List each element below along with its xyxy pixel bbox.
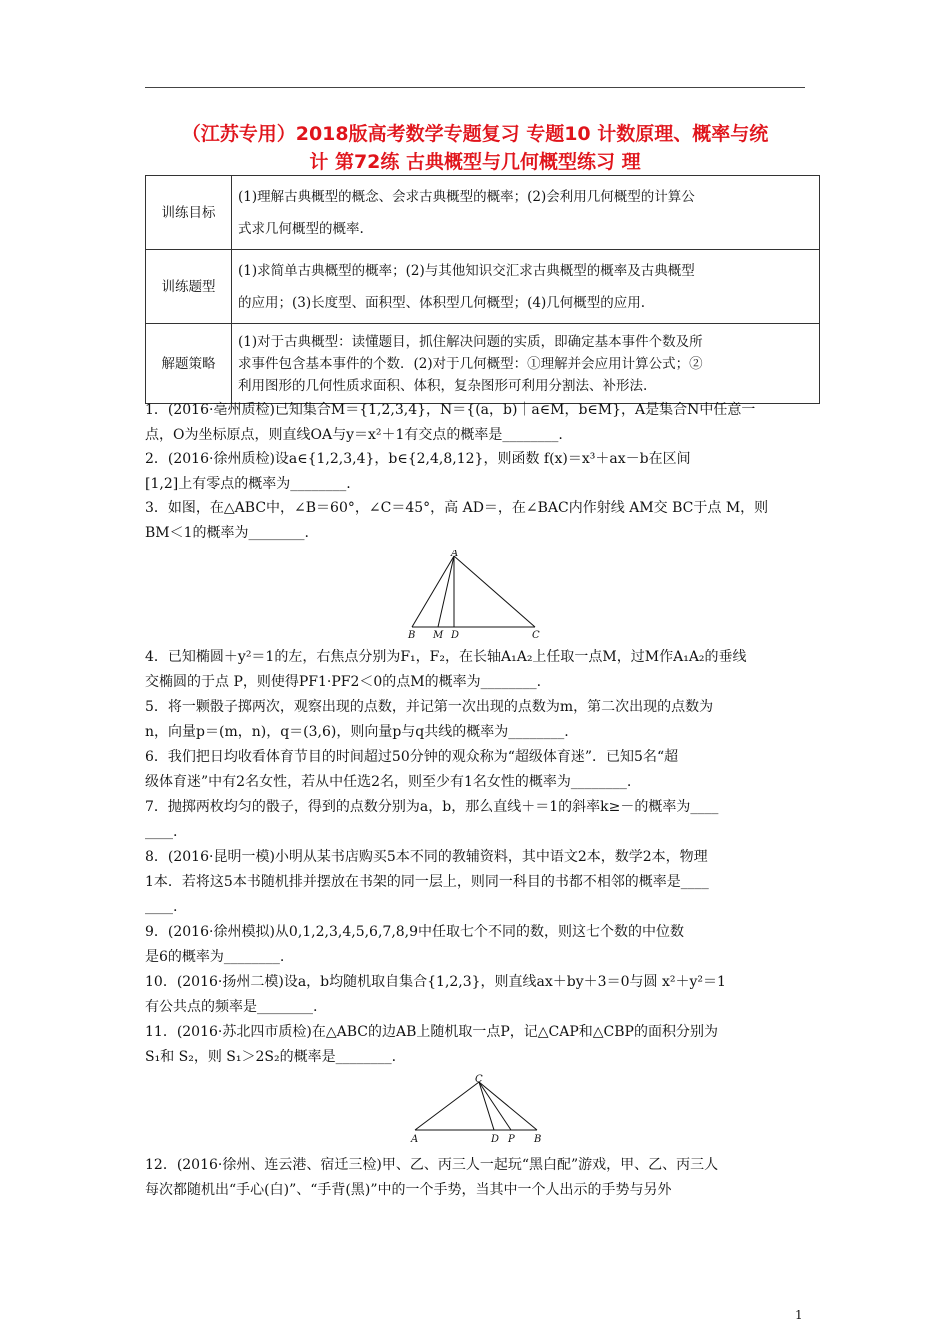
- question-3: 3．如图，在△ABC中，∠B＝60°，∠C＝45°，高 AD＝，在∠BAC内作射线 AM交 BC于点 M，则 BM＜1的概率为________.: [145, 500, 769, 541]
- question-11: 11．(2016·苏北四市质检)在△ABC的边AB上随机取一点P，记△CAP和△CBP的面积分别为 S₁和 S₂，则 S₁＞2S₂的概率是________.: [145, 1024, 718, 1065]
- label-a: A: [451, 550, 459, 559]
- row-key: 训练目标: [146, 176, 232, 250]
- question-10: 10．(2016·扬州二模)设a，b均随机取自集合{1,2,3}，则直线ax＋by＋3＝0与圆 x²＋y²＝1 有公共点的频率是________.: [145, 974, 726, 1015]
- question-8: 8．(2016·昆明一模)小明从某书店购买5本不同的教辅资料，其中语文2本，数学2本，物理 1本．若将这5本书随机排并摆放在书架的同一层上，则同一科目的书都不相邻的概率是____ ____.: [145, 849, 709, 915]
- table-row: [146, 324, 820, 404]
- question-5: 5．将一颗骰子掷两次，观察出现的点数，并记第一次出现的点数为m，第二次出现的点数为 n，向量p＝(m，n)，q＝(3,6)，则向量p与q共线的概率为________.: [145, 699, 714, 740]
- row-value: (1)求简单古典概型的概率；(2)与其他知识交汇求古典概型的概率及古典概型 的应用；(3)长度型、面积型、体积型几何概型；(4)几何概型的应用.: [232, 250, 820, 324]
- header-rule: [145, 87, 805, 88]
- label-m: M: [433, 630, 444, 641]
- label-b: B: [534, 1134, 542, 1144]
- question-2: 2．(2016·徐州质检)设a∈{1,2,3,4}，b∈{2,4,8,12}，则函数 f(x)＝x³＋ax－b在区间 [1,2]上有零点的概率为________.: [145, 451, 691, 492]
- label-b: B: [408, 630, 416, 641]
- side-cb: [479, 1082, 537, 1130]
- segment-cp: [479, 1082, 511, 1130]
- question-4: 4．已知椭圆＋y²＝1的左，右焦点分别为F₁，F₂，在长轴A₁A₂上任取一点M，过M作A₁A₂的垂线 交椭圆的于点 P，则使得PF1·PF2＜0的点M的概率为________.: [145, 649, 747, 690]
- row-key: 解题策略: [146, 324, 232, 404]
- row-value: (1)理解古典概型的概念、会求古典概型的概率；(2)会利用几何概型的计算公 式求几何概型的概率.: [232, 176, 820, 250]
- question-12: 12．(2016·徐州、连云港、宿迁三检)甲、乙、丙三人一起玩“黑白配”游戏，甲、乙、丙三人 每次都随机出“手心(白)”、“手背(黑)”中的一个手势，当其中一个人出示的手势与另外: [145, 1157, 719, 1198]
- label-c: C: [475, 1074, 483, 1085]
- side-ac: [454, 556, 535, 627]
- triangle-figure-1: [400, 550, 560, 642]
- triangle-figure-2: [405, 1072, 555, 1144]
- question-6: 6．我们把日均收看体育节目的时间超过50分钟的观众称为“超级体育迷”．已知5名“超 级体育迷”中有2名女性，若从中任选2名，则至少有1名女性的概率为________.: [145, 749, 679, 790]
- label-a: A: [411, 1134, 419, 1144]
- table-row: [146, 176, 820, 250]
- ray-am: [438, 556, 454, 627]
- question-9: 9．(2016·徐州模拟)从0,1,2,3,4,5,6,7,8,9中任取七个不同的数，则这七个数的中位数 是6的概率为________.: [145, 924, 685, 965]
- row-value: (1)对于古典概型：读懂题目，抓住解决问题的实质，即确定基本事件个数及所 求事件包含基本事件的个数．(2)对于几何概型：①理解并会应用计算公式；② 利用图形的几何性质求面积、体积，复杂图形可利用分割法、补形法.: [232, 324, 820, 404]
- question-1: 1．(2016·亳州质检)已知集合M＝{1,2,3,4}，N＝{(a，b)｜a∈M，b∈M}，A是集合N中任意一 点，O为坐标原点，则直线OA与y＝x²＋1有交点的概率是________.: [145, 402, 756, 443]
- question-7: 7．抛掷两枚均匀的骰子，得到的点数分别为a，b，那么直线＋＝1的斜率k≥－的概率为____ ____.: [145, 799, 719, 840]
- label-d: D: [451, 630, 460, 641]
- page-number: 1: [795, 1308, 803, 1322]
- label-c: C: [532, 630, 540, 641]
- side-ab: [412, 556, 454, 627]
- segment-cd: [479, 1082, 494, 1130]
- training-goals-table: [145, 175, 820, 404]
- side-ca: [415, 1082, 479, 1130]
- label-d: D: [491, 1134, 500, 1144]
- page-title: [140, 120, 810, 176]
- row-key: 训练题型: [146, 250, 232, 324]
- label-p: P: [508, 1134, 515, 1144]
- title-line-1: （江苏专用）2018版高考数学专题复习 专题10 计数原理、概率与统: [181, 123, 769, 145]
- table-row: [146, 250, 820, 324]
- title-line-2: 计 第72练 古典概型与几何概型练习 理: [309, 151, 641, 173]
